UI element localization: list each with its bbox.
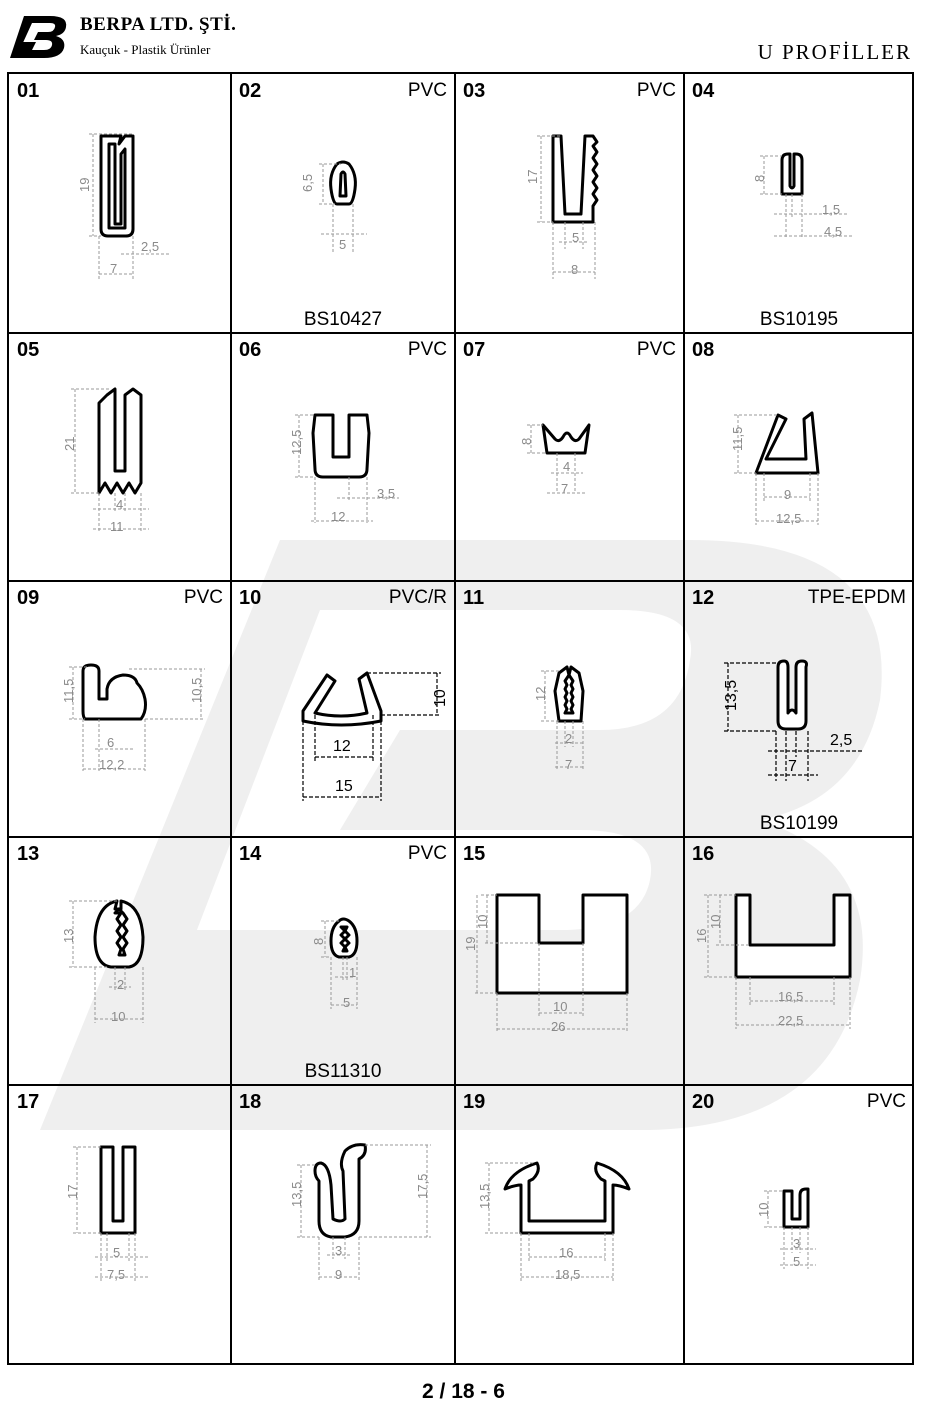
dimension-label: 3 [335, 1243, 343, 1258]
profile-cell [9, 333, 231, 581]
dimension-label: 16,5 [778, 989, 804, 1004]
profile-cell [231, 581, 455, 837]
company-tagline: Kauçuk - Plastik Ürünler [80, 42, 211, 57]
profile-cell [455, 333, 684, 581]
material-label: PVC [636, 80, 676, 101]
profile-cell [9, 837, 231, 1085]
dimension-label: 6,5 [300, 173, 315, 192]
dimension-label: 15 [335, 778, 353, 795]
dimension-label: 21 [62, 436, 77, 451]
profile-number: 19 [463, 1091, 486, 1113]
profile-drawing [231, 74, 455, 333]
dimension-label: 9 [784, 487, 792, 502]
dimension-label: 19 [463, 936, 478, 951]
dimension-label: 7 [788, 758, 797, 775]
dimension-label: 5 [343, 995, 351, 1010]
profile-drawing [9, 837, 231, 1085]
profile-number: 13 [17, 843, 40, 865]
material-label: PVC [407, 339, 447, 360]
dimension-label: 7,5 [107, 1267, 126, 1282]
profile-number: 03 [463, 80, 486, 102]
profile-number: 17 [17, 1091, 40, 1113]
profile-drawing [455, 333, 684, 581]
profile-cell [455, 1085, 684, 1367]
profile-cell [9, 74, 231, 333]
profile-grid [7, 72, 914, 1365]
profile-number: 20 [692, 1091, 715, 1113]
material-label: PVC [183, 587, 223, 608]
material-label: PVC [407, 80, 447, 101]
dimension-label: 12,5 [289, 429, 304, 455]
profile-drawing [455, 1085, 684, 1367]
profile-cell [684, 837, 914, 1085]
profile-cell [231, 837, 455, 1085]
dimension-label: 9 [335, 1267, 343, 1282]
dimension-label: 16 [559, 1245, 574, 1260]
dimension-label: 19 [77, 177, 92, 192]
profile-cell [231, 333, 455, 581]
profile-cell [684, 74, 914, 333]
company-name: BERPA LTD. ŞTİ. [80, 14, 237, 35]
profile-cell [231, 74, 455, 333]
dimension-label: 4,5 [824, 224, 843, 239]
profile-cell [455, 74, 684, 333]
dimension-label: 16 [694, 928, 709, 943]
dimension-label: 8 [311, 937, 326, 945]
dimension-label: 13,5 [723, 679, 740, 711]
profile-cell [9, 581, 231, 837]
material-label: PVC [636, 339, 676, 360]
dimension-label: 7 [110, 261, 118, 276]
dimension-label: 10 [756, 1202, 771, 1217]
dimension-label: 11,5 [730, 426, 745, 451]
profile-number: 07 [463, 339, 486, 361]
material-label: PVC/R [388, 587, 447, 608]
dimension-label: 17 [525, 169, 540, 184]
material-label: TPE-EPDM [807, 587, 906, 608]
dimension-label: 5 [793, 1254, 801, 1269]
profile-number: 15 [463, 843, 486, 865]
profile-drawing [684, 581, 914, 837]
profile-number: 01 [17, 80, 40, 102]
dimension-label: 5 [339, 237, 347, 252]
profile-drawing [231, 1085, 455, 1367]
profile-number: 12 [692, 587, 715, 609]
dimension-label: 2 [117, 977, 125, 992]
dimension-label: 11 [110, 519, 124, 534]
standard-code: BS10427 [303, 309, 383, 330]
dimension-label: 5 [113, 1245, 121, 1260]
profile-number: 06 [239, 339, 262, 361]
dimension-label: 12 [333, 738, 351, 755]
profile-number: 14 [239, 843, 262, 865]
profile-drawing [231, 333, 455, 581]
dimension-label: 13,5 [477, 1183, 492, 1209]
dimension-label: 3,5 [377, 486, 396, 501]
profile-number: 09 [17, 587, 40, 609]
dimension-label: 26 [551, 1019, 566, 1034]
profile-drawing [231, 581, 455, 837]
dimension-label: 10 [553, 999, 568, 1014]
profile-cell [231, 1085, 455, 1367]
profile-drawing [9, 1085, 231, 1367]
dimension-label: 17,5 [415, 1173, 430, 1199]
material-label: PVC [866, 1091, 906, 1112]
dimension-label: 1 [349, 965, 357, 980]
dimension-label: 11,5 [61, 678, 76, 703]
profile-number: 04 [692, 80, 715, 102]
dimension-label: 4 [563, 459, 571, 474]
profile-drawing [455, 837, 684, 1085]
profile-cell [684, 581, 914, 837]
material-label: PVC [407, 843, 447, 864]
dimension-label: 12 [533, 686, 548, 701]
profile-number: 11 [463, 587, 485, 609]
dimension-label: 10 [708, 914, 723, 929]
profile-drawing [684, 333, 914, 581]
dimension-label: 10 [475, 914, 490, 929]
dimension-label: 10 [111, 1009, 126, 1024]
dimension-label: 13 [61, 928, 76, 943]
profile-cell [455, 837, 684, 1085]
profile-drawing [684, 837, 914, 1085]
dimension-label: 22,5 [778, 1013, 804, 1028]
profile-drawing [455, 74, 684, 333]
profile-drawing [455, 581, 684, 837]
profile-number: 02 [239, 80, 262, 102]
dimension-label: 10,5 [189, 677, 204, 703]
profile-number: 05 [17, 339, 40, 361]
profile-drawing [684, 1085, 914, 1367]
profile-number: 16 [692, 843, 715, 865]
dimension-label: 7 [565, 757, 573, 772]
standard-code: BS10195 [759, 309, 839, 330]
profile-drawing [231, 837, 455, 1085]
page-number: 2 / 18 - 6 [422, 1380, 505, 1403]
profile-cell [684, 333, 914, 581]
profile-drawing [9, 333, 231, 581]
dimension-label: 2,5 [830, 732, 853, 749]
profile-cell [455, 581, 684, 837]
dimension-label: 2,5 [141, 239, 160, 254]
dimension-label: 10 [432, 689, 449, 707]
dimension-label: 17 [65, 1184, 80, 1199]
dimension-label: 3 [793, 1236, 801, 1251]
dimension-label: 1,5 [822, 202, 841, 217]
dimension-label: 2 [565, 731, 573, 746]
profile-drawing [684, 74, 914, 333]
dimension-label: 5 [572, 230, 580, 245]
dimension-label: 8 [571, 262, 579, 277]
profile-cell [9, 1085, 231, 1367]
standard-code: BS11310 [304, 1061, 382, 1082]
dimension-label: 18,5 [555, 1267, 581, 1282]
dimension-label: 12,2 [99, 757, 125, 772]
dimension-label: 4 [116, 497, 124, 512]
dimension-label: 13,5 [289, 1181, 304, 1207]
dimension-label: 12 [331, 509, 346, 524]
dimension-label: 8 [519, 437, 534, 445]
standard-code: BS10199 [759, 813, 839, 834]
profile-number: 08 [692, 339, 715, 361]
dimension-label: 8 [752, 174, 767, 182]
dimension-label: 12,5 [776, 511, 802, 526]
section-title: U PROFİLLER [757, 40, 912, 64]
profile-drawing [9, 581, 231, 837]
profile-cell [684, 1085, 914, 1367]
profile-number: 18 [239, 1091, 262, 1113]
profile-number: 10 [239, 587, 262, 609]
profile-drawing [9, 74, 231, 333]
dimension-label: 7 [561, 481, 569, 496]
dimension-label: 6 [107, 735, 115, 750]
